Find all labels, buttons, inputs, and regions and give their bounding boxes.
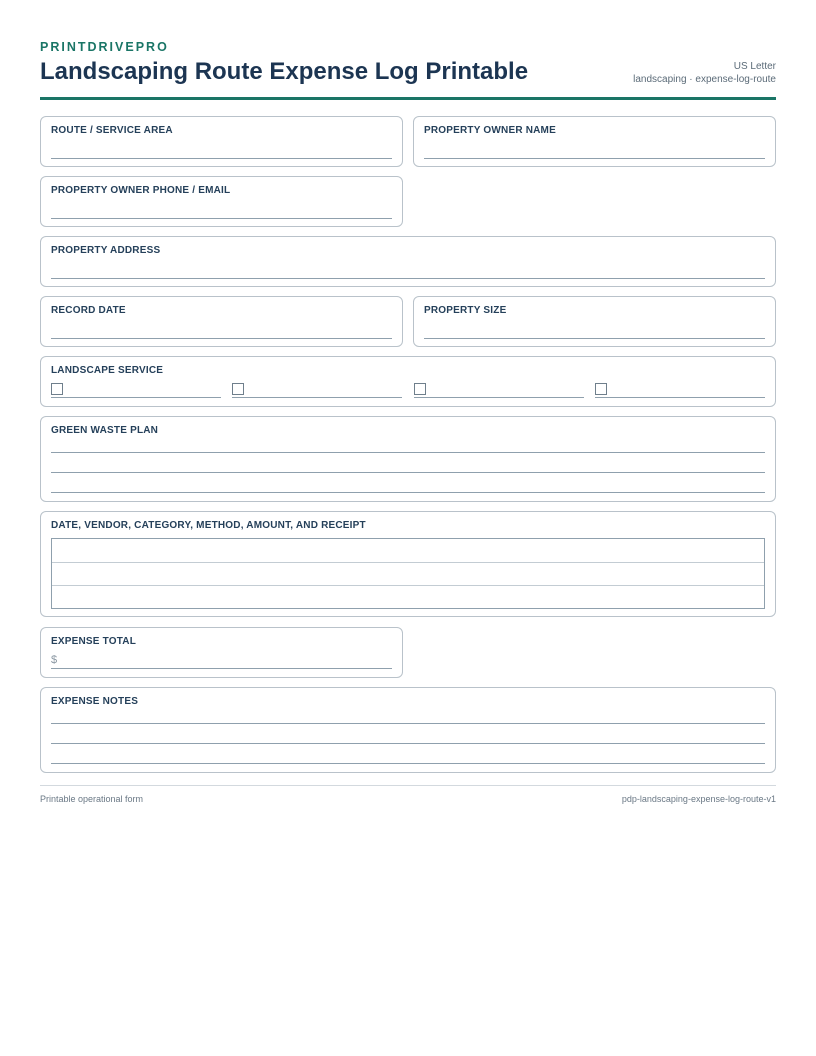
property-owner-contact-input-line[interactable]: [51, 218, 392, 219]
property-owner-name-field[interactable]: [413, 116, 776, 167]
footer-divider: [40, 785, 776, 786]
green-waste-plan-label: GREEN WASTE PLAN: [51, 425, 159, 436]
green-waste-plan-line-1[interactable]: [51, 452, 765, 453]
page-title: Landscaping Route Expense Log Printable: [40, 58, 529, 85]
green-waste-plan-line-2[interactable]: [51, 472, 765, 473]
property-size-input-line[interactable]: [424, 338, 765, 339]
record-date-field[interactable]: [40, 296, 403, 347]
landscape-service-label: LANDSCAPE SERVICE: [51, 365, 164, 376]
property-owner-contact-field[interactable]: [40, 176, 403, 227]
route-service-area-input-line[interactable]: [51, 158, 392, 159]
footer-description: Printable operational form: [40, 794, 144, 804]
property-owner-name-input-line[interactable]: [424, 158, 765, 159]
expense-notes-label: EXPENSE NOTES: [51, 696, 139, 707]
expense-table-label: DATE, VENDOR, CATEGORY, METHOD, AMOUNT, AND RECEIPT: [51, 520, 366, 531]
property-address-field[interactable]: [40, 236, 776, 287]
service-option-2-line[interactable]: [232, 397, 402, 398]
header-divider: [40, 97, 776, 100]
currency-symbol: $: [51, 654, 58, 666]
service-option-4-checkbox[interactable]: [595, 383, 607, 395]
property-address-label: PROPERTY ADDRESS: [51, 245, 161, 256]
record-date-label: RECORD DATE: [51, 305, 126, 316]
expense-table-row[interactable]: [52, 563, 764, 585]
service-option-2-checkbox[interactable]: [232, 383, 244, 395]
paper-size-label: US Letter: [733, 61, 776, 72]
expense-notes-line-3[interactable]: [51, 763, 765, 764]
expense-total-input-line[interactable]: [51, 668, 392, 669]
route-service-area-label: ROUTE / SERVICE AREA: [51, 125, 173, 136]
service-option-3-line[interactable]: [414, 397, 584, 398]
service-option-1-line[interactable]: [51, 397, 221, 398]
expense-notes-line-1[interactable]: [51, 723, 765, 724]
expense-total-label: EXPENSE TOTAL: [51, 636, 137, 647]
expense-total-field[interactable]: [40, 627, 403, 678]
expense-table-row[interactable]: [52, 586, 764, 608]
property-owner-name-label: PROPERTY OWNER NAME: [424, 125, 556, 136]
expense-table-row[interactable]: [52, 539, 764, 562]
route-service-area-field[interactable]: [40, 116, 403, 167]
expense-notes-field[interactable]: [40, 687, 776, 773]
property-owner-contact-label: PROPERTY OWNER PHONE / EMAIL: [51, 185, 231, 196]
expense-notes-line-2[interactable]: [51, 743, 765, 744]
form-id: pdp-landscaping-expense-log-route-v1: [621, 794, 776, 804]
service-option-1-checkbox[interactable]: [51, 383, 63, 395]
service-option-3-checkbox[interactable]: [414, 383, 426, 395]
brand-logo-text: PRINTDRIVEPRO: [40, 40, 169, 54]
record-date-input-line[interactable]: [51, 338, 392, 339]
property-address-input-line[interactable]: [51, 278, 765, 279]
form-header: [40, 0, 776, 100]
service-option-4-line[interactable]: [595, 397, 765, 398]
expense-table: [51, 538, 765, 609]
header-meta: [633, 60, 776, 86]
expense-table-section: [40, 511, 776, 617]
property-size-label: PROPERTY SIZE: [424, 305, 507, 316]
property-size-field[interactable]: [413, 296, 776, 347]
landscape-service-field: [40, 356, 776, 407]
green-waste-plan-field[interactable]: [40, 416, 776, 502]
form-page: [40, 0, 776, 804]
form-tags: landscaping · expense-log-route: [633, 74, 776, 85]
green-waste-plan-line-3[interactable]: [51, 492, 765, 493]
